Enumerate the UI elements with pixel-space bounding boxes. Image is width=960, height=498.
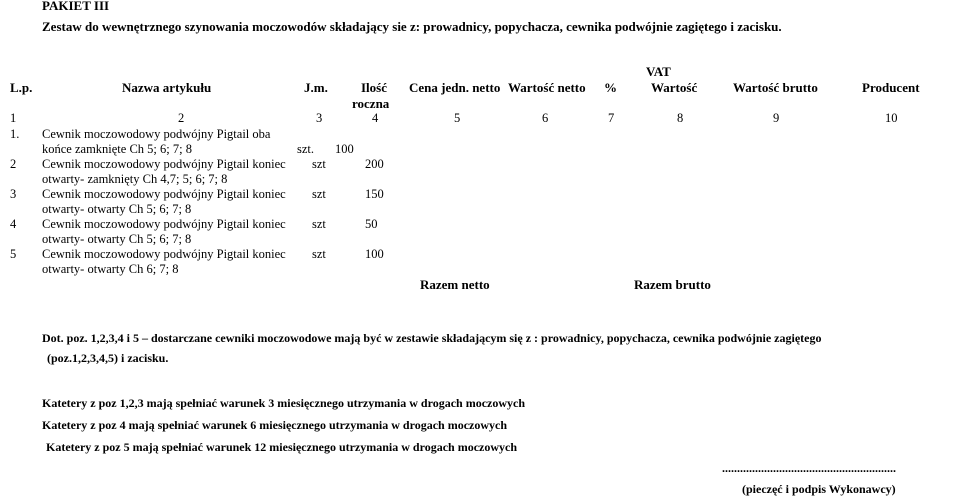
header-lp: L.p. bbox=[10, 80, 33, 95]
header-unit-price: Cena jedn. netto bbox=[409, 80, 501, 95]
col-number: 8 bbox=[677, 111, 684, 125]
note-dot-poz-line2: (poz.1,2,3,4,5) i zacisku. bbox=[47, 351, 169, 365]
total-net-label: Razem netto bbox=[420, 277, 490, 292]
row-jm: szt bbox=[312, 187, 326, 201]
row-lp: 5 bbox=[10, 247, 17, 261]
document-subtitle: Zestaw do wewnętrznego szynowania moczowodów składający sie z: prowadnicy, popychacza, cewnika podwójnie zagiętego i zacisku. bbox=[42, 19, 782, 34]
row-name-line2: otwarty- zamknięty Ch 4,7; 5; 6; 7; 8 bbox=[42, 172, 228, 186]
row-name: Cewnik moczowodowy podwójny Pigtail oba bbox=[42, 127, 271, 141]
col-number: 7 bbox=[608, 111, 615, 125]
row-name-line2: otwarty- otwarty Ch 5; 6; 7; 8 bbox=[42, 232, 192, 246]
row-name: Cewnik moczowodowy podwójny Pigtail koniec bbox=[42, 217, 286, 231]
header-net-value: Wartość netto bbox=[508, 80, 586, 95]
col-number: 10 bbox=[885, 111, 898, 125]
signature-label: (pieczęć i podpis Wykonawcy) bbox=[742, 482, 896, 496]
col-number: 2 bbox=[178, 111, 185, 125]
note-catheter-3: Katetery z poz 5 mają spełniać warunek 12 miesięcznego utrzymania w drogach moczowych bbox=[46, 440, 518, 454]
col-number: 6 bbox=[542, 111, 549, 125]
row-name-line2: końce zamknięte Ch 5; 6; 7; 8 bbox=[42, 142, 192, 156]
note-dot-poz: Dot. poz. 1,2,3,4 i 5 – dostarczane cewniki moczowodowe mają być w zestawie składającym się z : prowadnicy, popychacza, cewnika podwójnie zagiętego bbox=[42, 331, 822, 345]
header-vat-percent: % bbox=[604, 80, 617, 95]
row-lp: 4 bbox=[10, 217, 17, 231]
header-producer: Producent bbox=[862, 80, 920, 95]
row-name: Cewnik moczowodowy podwójny Pigtail koniec bbox=[42, 247, 286, 261]
row-lp: 2 bbox=[10, 157, 17, 171]
header-vat: VAT bbox=[646, 64, 671, 79]
row-qty: 100 bbox=[335, 142, 354, 156]
col-number: 1 bbox=[10, 111, 17, 125]
row-name-line2: otwarty- otwarty Ch 6; 7; 8 bbox=[42, 262, 179, 276]
row-jm: szt. bbox=[297, 142, 315, 156]
header-vat-value: Wartość bbox=[651, 80, 698, 95]
header-gross-value: Wartość brutto bbox=[733, 80, 818, 95]
total-gross-label: Razem brutto bbox=[634, 277, 711, 292]
note-catheter-2: Katetery z poz 4 mają spełniać warunek 6 miesięcznego utrzymania w drogach moczowych bbox=[42, 418, 508, 432]
row-qty: 50 bbox=[365, 217, 378, 231]
row-qty: 100 bbox=[365, 247, 384, 261]
row-lp: 3 bbox=[10, 187, 17, 201]
col-number: 4 bbox=[372, 111, 379, 125]
header-name: Nazwa artykułu bbox=[122, 80, 212, 95]
row-jm: szt bbox=[312, 247, 326, 261]
row-qty: 150 bbox=[365, 187, 384, 201]
row-jm: szt bbox=[312, 157, 326, 171]
header-qty-line2: roczna bbox=[352, 96, 390, 111]
row-qty: 200 bbox=[365, 157, 384, 171]
header-qty: Ilość bbox=[361, 80, 387, 95]
row-lp: 1. bbox=[10, 127, 20, 141]
note-catheter-1: Katetery z poz 1,2,3 mają spełniać warunek 3 miesięcznego utrzymania w drogach moczowych bbox=[42, 396, 526, 410]
document-title: PAKIET III bbox=[42, 0, 110, 13]
row-jm: szt bbox=[312, 217, 326, 231]
signature-dots: .......................................................... bbox=[722, 461, 896, 475]
col-number: 5 bbox=[454, 111, 461, 125]
row-name: Cewnik moczowodowy podwójny Pigtail koniec bbox=[42, 187, 286, 201]
row-name-line2: otwarty- otwarty Ch 5; 6; 7; 8 bbox=[42, 202, 192, 216]
header-jm: J.m. bbox=[304, 80, 328, 95]
row-name: Cewnik moczowodowy podwójny Pigtail koniec bbox=[42, 157, 286, 171]
col-number: 9 bbox=[773, 111, 780, 125]
col-number: 3 bbox=[316, 111, 323, 125]
